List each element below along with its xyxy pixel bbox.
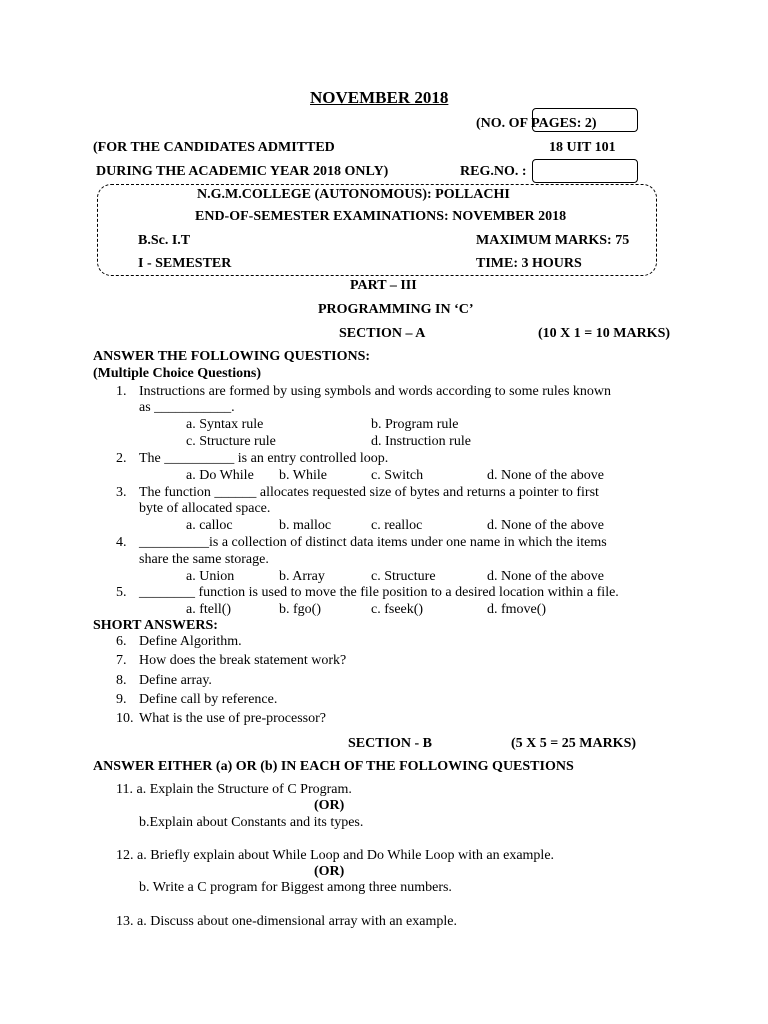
question-text: ________ function is used to move the file position to a desired location within a file. xyxy=(139,585,619,600)
question-text: 12. a. Briefly explain about While Loop and Do While Loop with an example. xyxy=(116,848,555,863)
semester: I - SEMESTER xyxy=(138,256,232,271)
question-number: 6. xyxy=(116,634,127,649)
section-b-marks: (5 X 5 = 25 MARKS) xyxy=(511,736,637,751)
option-b: b. fgo() xyxy=(279,602,321,617)
question-text: What is the use of pre-processor? xyxy=(139,711,326,726)
reg-no-label: REG.NO. : xyxy=(460,164,527,179)
course-name: B.Sc. I.T xyxy=(138,233,191,248)
or-separator: (OR) xyxy=(314,798,345,813)
section-a-marks: (10 X 1 = 10 MARKS) xyxy=(538,326,671,341)
question-number: 4. xyxy=(116,535,127,550)
option-a: a. ftell() xyxy=(186,602,232,617)
question-text: __________is a collection of distinct data items under one name in which the items xyxy=(139,535,607,550)
option-d: d. None of the above xyxy=(487,468,605,483)
option-a: a. calloc xyxy=(186,518,233,533)
option-c: c. fseek() xyxy=(371,602,424,617)
option-d: d. None of the above xyxy=(487,569,605,584)
option-c: c. Switch xyxy=(371,468,424,483)
page-title: NOVEMBER 2018 xyxy=(310,88,449,107)
exam-time: TIME: 3 HOURS xyxy=(476,256,582,271)
question-number: 9. xyxy=(116,692,127,707)
question-text-cont: share the same storage. xyxy=(139,552,269,567)
option-b: b. While xyxy=(279,468,327,483)
option-c: c. realloc xyxy=(371,518,423,533)
exam-name: END-OF-SEMESTER EXAMINATIONS: NOVEMBER 2018 xyxy=(195,209,567,224)
option-b: b. Array xyxy=(279,569,325,584)
candidates-line2: DURING THE ACADEMIC YEAR 2018 ONLY) xyxy=(96,164,389,179)
candidates-line1: (FOR THE CANDIDATES ADMITTED xyxy=(93,140,335,155)
section-a-title: SECTION – A xyxy=(339,326,426,341)
course-code: 18 UIT 101 xyxy=(549,140,616,155)
question-number: 1. xyxy=(116,384,127,399)
section-b-instruction: ANSWER EITHER (a) OR (b) IN EACH OF THE FOLLOWING QUESTIONS xyxy=(93,759,574,774)
question-text: The function ______ allocates requested size of bytes and returns a pointer to first xyxy=(139,485,599,500)
question-text: The __________ is an entry controlled loop. xyxy=(139,451,389,466)
question-number: 8. xyxy=(116,673,127,688)
option-b: b. malloc xyxy=(279,518,332,533)
question-text-cont: byte of allocated space. xyxy=(139,501,271,516)
question-text: b.Explain about Constants and its types. xyxy=(139,815,364,830)
question-text: 11. a. Explain the Structure of C Program. xyxy=(116,782,352,797)
short-answers-heading: SHORT ANSWERS: xyxy=(93,618,218,633)
option-a: a. Union xyxy=(186,569,235,584)
question-number: 3. xyxy=(116,485,127,500)
question-text: 13. a. Discuss about one-dimensional array with an example. xyxy=(116,914,457,929)
question-text: How does the break statement work? xyxy=(139,653,347,668)
option-b: b. Program rule xyxy=(371,417,459,432)
part-label: PART – III xyxy=(350,278,417,293)
or-separator: (OR) xyxy=(314,864,345,879)
max-marks: MAXIMUM MARKS: 75 xyxy=(476,233,630,248)
question-text: Instructions are formed by using symbols and words according to some rules known xyxy=(139,384,612,399)
option-d: d. Instruction rule xyxy=(371,434,471,449)
question-number: 2. xyxy=(116,451,127,466)
college-name: N.G.M.COLLEGE (AUTONOMOUS): POLLACHI xyxy=(197,187,510,202)
question-number: 10. xyxy=(116,711,134,726)
option-c: c. Structure rule xyxy=(186,434,276,449)
question-number: 5. xyxy=(116,585,127,600)
reg-no-box xyxy=(532,159,638,183)
option-d: d. fmove() xyxy=(487,602,547,617)
option-a: a. Do While xyxy=(186,468,254,483)
option-a: a. Syntax rule xyxy=(186,417,264,432)
question-text-cont: as ___________. xyxy=(139,400,235,415)
question-text: Define array. xyxy=(139,673,212,688)
option-d: d. None of the above xyxy=(487,518,605,533)
question-text: Define call by reference. xyxy=(139,692,278,707)
option-c: c. Structure xyxy=(371,569,436,584)
question-text: Define Algorithm. xyxy=(139,634,242,649)
subject-title: PROGRAMMING IN ‘C’ xyxy=(318,302,474,317)
mcq-heading: (Multiple Choice Questions) xyxy=(93,366,261,381)
question-number: 7. xyxy=(116,653,127,668)
section-b-title: SECTION - B xyxy=(348,736,433,751)
pages-count: (NO. OF PAGES: 2) xyxy=(476,116,597,131)
question-text: b. Write a C program for Biggest among three numbers. xyxy=(139,880,452,895)
section-a-instruction: ANSWER THE FOLLOWING QUESTIONS: xyxy=(93,349,371,364)
